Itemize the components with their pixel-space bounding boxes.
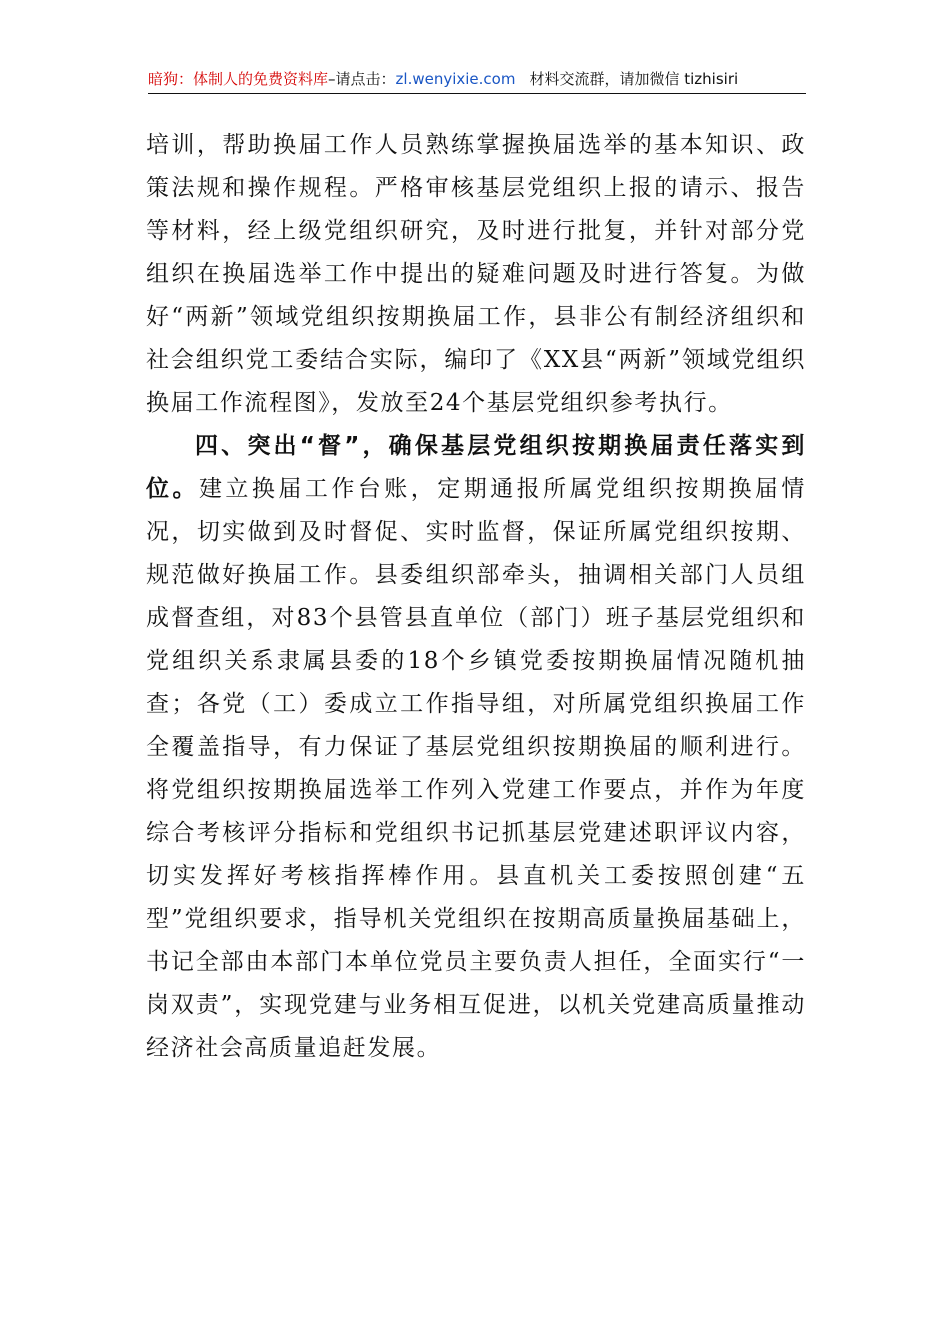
section-text: 建立换届工作台账，定期通报所属党组织按期换届情况，切实做到及时督促、实时监督，保证所属党组织按期、规范做好换届工作。县委组织部牵头，抽调相关部门人员组成督查组，对83个县管县直单位（部门）班子基层党组织和党组织关系隶属县委的18个乡镇党委按期换届情况随机抽查；各党（工）委成立工作指导组，对所属党组织换届工作全覆盖指导，有力保证了基层党组织按期换届的顺利进行。将党组织按期换届选举工作列入党建工作要点，并作为年度综合考核评分指标和党组织书记抓基层党建述职评议内容，切实发挥好考核指挥棒作用。县直机关工委按照创建“五型”党组织要求，指导机关党组织在按期高质量换届基础上，书记全部由本部门本单位党员主要负责人担任，全面实行“一岗双责”，实现党建与业务相互促进，以机关党建高质量推动经济社会高质量追赶发展。: [146, 476, 806, 1061]
header-url-link[interactable]: zl.wenyixie.com: [395, 70, 516, 88]
header-brand-text: 暗狗：体制人的免费资料库: [148, 70, 329, 88]
section-paragraph: [146, 425, 806, 1070]
header-separator-text: –请点击：: [328, 70, 396, 88]
document-body: [146, 124, 806, 1070]
section-heading: 四、突出“督”，确保基层党组织按期换届责任落实到位。: [146, 433, 806, 502]
header-divider: [148, 93, 806, 94]
header-contact-text: 材料交流群，请加微信 tizhisiri: [529, 70, 739, 88]
page-header: [148, 66, 806, 92]
body-paragraph: 培训，帮助换届工作人员熟练掌握换届选举的基本知识、政策法规和操作规程。严格审核基层党组织上报的请示、报告等材料，经上级党组织研究，及时进行批复，并针对部分党组织在换届选举工作中提出的疑难问题及时进行答复。为做好“两新”领域党组织按期换届工作，县非公有制经济组织和社会组织党工委结合实际，编印了《XX县“两新”领域党组织换届工作流程图》，发放至24个基层党组织参考执行。: [146, 132, 806, 416]
